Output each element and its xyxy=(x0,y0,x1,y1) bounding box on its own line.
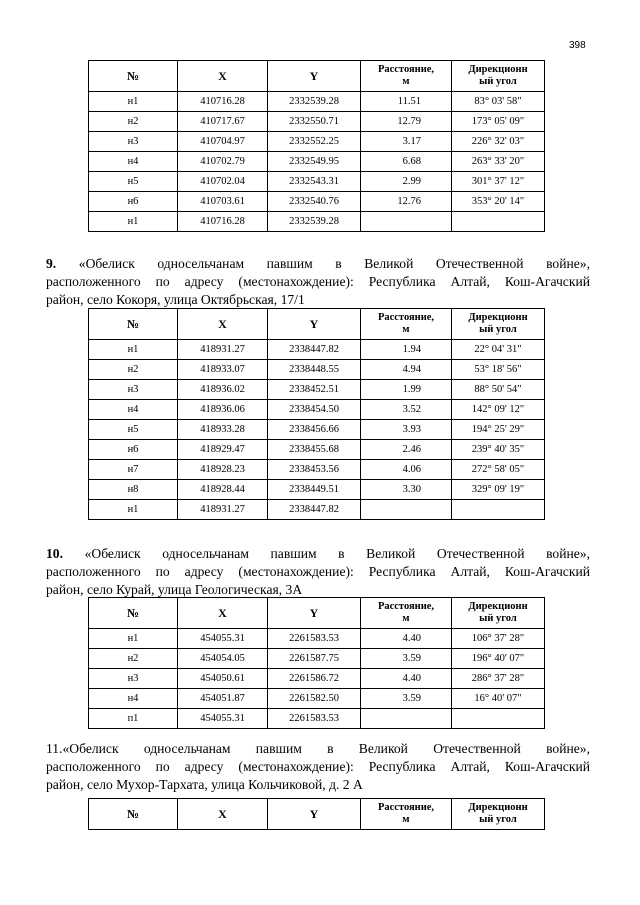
table-row xyxy=(89,192,545,212)
table-row xyxy=(89,649,545,669)
distance: 3.30 xyxy=(361,480,452,500)
table-row xyxy=(89,480,545,500)
coord-x: 418933.28 xyxy=(178,420,268,440)
direction-angle: 353° 20' 14" xyxy=(452,192,545,212)
direction-angle: 142° 09' 12" xyxy=(452,400,545,420)
distance: 2.99 xyxy=(361,172,452,192)
coord-x: 418936.02 xyxy=(178,380,268,400)
point-id: н2 xyxy=(89,112,178,132)
coord-x: 410704.97 xyxy=(178,132,268,152)
coord-x: 454054.05 xyxy=(178,649,268,669)
coord-y: 2332550.71 xyxy=(268,112,361,132)
coord-y: 2261583.53 xyxy=(268,709,361,729)
point-id: н2 xyxy=(89,360,178,380)
paragraph-line: район, село Курай, улица Геологическая, 3А xyxy=(46,582,303,597)
coord-y: 2261583.53 xyxy=(268,629,361,649)
point-id: н3 xyxy=(89,132,178,152)
table-row xyxy=(89,440,545,460)
coord-x: 418928.23 xyxy=(178,460,268,480)
section-number: 9. xyxy=(46,256,57,271)
distance: 11.51 xyxy=(361,92,452,112)
coord-y: 2261586.72 xyxy=(268,669,361,689)
section-11-text xyxy=(46,740,590,794)
coord-x: 410716.28 xyxy=(178,92,268,112)
header-number: № xyxy=(89,61,178,92)
table-row xyxy=(89,380,545,400)
header-distance: Расстояние, м xyxy=(361,598,452,629)
point-id: н8 xyxy=(89,480,178,500)
direction-angle: 173° 05' 09" xyxy=(452,112,545,132)
coord-x: 454055.31 xyxy=(178,629,268,649)
coord-x: 410702.04 xyxy=(178,172,268,192)
section-9-text xyxy=(46,255,590,309)
direction-angle: 239° 40' 35" xyxy=(452,440,545,460)
point-id: п1 xyxy=(89,709,178,729)
coord-x: 418928.44 xyxy=(178,480,268,500)
coordinates-table xyxy=(88,597,545,729)
distance: 3.17 xyxy=(361,132,452,152)
section-10-text xyxy=(46,545,590,599)
header-number: № xyxy=(89,309,178,340)
coord-y: 2338449.51 xyxy=(268,480,361,500)
header-y: Y xyxy=(268,598,361,629)
coord-y: 2332549.95 xyxy=(268,152,361,172)
point-id: н5 xyxy=(89,172,178,192)
header-x: X xyxy=(178,309,268,340)
table-row xyxy=(89,629,545,649)
distance: 3.59 xyxy=(361,649,452,669)
direction-angle: 196° 40' 07" xyxy=(452,649,545,669)
distance: 1.94 xyxy=(361,340,452,360)
point-id: н1 xyxy=(89,340,178,360)
header-x: X xyxy=(178,598,268,629)
table-header-row xyxy=(89,799,545,830)
table-row xyxy=(89,400,545,420)
coord-x: 454055.31 xyxy=(178,709,268,729)
header-y: Y xyxy=(268,799,361,830)
table-header-row xyxy=(89,61,545,92)
paragraph-line: 9. «Обелиск односельчанам павшим в Великой Отечественной войне», xyxy=(46,256,590,271)
table-row xyxy=(89,689,545,709)
table-row xyxy=(89,152,545,172)
coord-y: 2261587.75 xyxy=(268,649,361,669)
direction-angle: 22° 04' 31" xyxy=(452,340,545,360)
direction-angle xyxy=(452,500,545,520)
section-number: 10. xyxy=(46,546,63,561)
coord-x: 454051.87 xyxy=(178,689,268,709)
distance: 4.06 xyxy=(361,460,452,480)
coordinates-table xyxy=(88,60,545,232)
coord-y: 2338453.56 xyxy=(268,460,361,480)
point-id: н1 xyxy=(89,500,178,520)
coord-y: 2332539.28 xyxy=(268,212,361,232)
point-id: н3 xyxy=(89,380,178,400)
header-x: X xyxy=(178,61,268,92)
table-row xyxy=(89,112,545,132)
direction-angle: 88° 50' 54" xyxy=(452,380,545,400)
point-id: н4 xyxy=(89,400,178,420)
paragraph-line: 11.«Обелиск односельчанам павшим в Великой Отечественной войне», xyxy=(46,741,590,756)
point-id: н4 xyxy=(89,689,178,709)
coordinates-table xyxy=(88,308,545,520)
table-row xyxy=(89,500,545,520)
point-id: н1 xyxy=(89,212,178,232)
coord-x: 410716.28 xyxy=(178,212,268,232)
table-row xyxy=(89,420,545,440)
point-id: н1 xyxy=(89,629,178,649)
direction-angle: 263° 33' 20" xyxy=(452,152,545,172)
distance: 4.94 xyxy=(361,360,452,380)
coord-y: 2338448.55 xyxy=(268,360,361,380)
distance: 12.79 xyxy=(361,112,452,132)
direction-angle: 286° 37' 28" xyxy=(452,669,545,689)
paragraph-line: район, село Мухор-Тархата, улица Кольчиковой, д. 2 А xyxy=(46,777,363,792)
header-distance: Расстояние, м xyxy=(361,309,452,340)
header-angle: Дирекционн ый угол xyxy=(452,61,545,92)
coord-y: 2332552.25 xyxy=(268,132,361,152)
coord-y: 2332539.28 xyxy=(268,92,361,112)
coord-x: 410717.67 xyxy=(178,112,268,132)
distance: 4.40 xyxy=(361,629,452,649)
header-number: № xyxy=(89,598,178,629)
point-id: н6 xyxy=(89,192,178,212)
paragraph-line: 10. «Обелиск односельчанам павшим в Великой Отечественной войне», xyxy=(46,546,590,561)
distance: 1.99 xyxy=(361,380,452,400)
table-row xyxy=(89,212,545,232)
coord-x: 454050.61 xyxy=(178,669,268,689)
paragraph-line: расположенного по адресу (местонахождение): Республика Алтай, Кош-Агачский xyxy=(46,274,590,289)
point-id: н4 xyxy=(89,152,178,172)
point-id: н3 xyxy=(89,669,178,689)
table-row xyxy=(89,709,545,729)
page-number: 398 xyxy=(569,40,586,51)
distance: 2.46 xyxy=(361,440,452,460)
table-row xyxy=(89,92,545,112)
direction-angle: 226° 32' 03" xyxy=(452,132,545,152)
coord-x: 418931.27 xyxy=(178,500,268,520)
coord-y: 2332543.31 xyxy=(268,172,361,192)
header-angle: Дирекционн ый угол xyxy=(452,799,545,830)
coord-y: 2338447.82 xyxy=(268,500,361,520)
distance: 3.93 xyxy=(361,420,452,440)
table-header-row xyxy=(89,309,545,340)
header-distance: Расстояние, м xyxy=(361,799,452,830)
coord-y: 2338454.50 xyxy=(268,400,361,420)
header-angle: Дирекционн ый угол xyxy=(452,309,545,340)
direction-angle xyxy=(452,212,545,232)
coord-y: 2338447.82 xyxy=(268,340,361,360)
distance: 6.68 xyxy=(361,152,452,172)
header-y: Y xyxy=(268,309,361,340)
distance: 3.59 xyxy=(361,689,452,709)
table-header-row xyxy=(89,598,545,629)
coord-x: 410702.79 xyxy=(178,152,268,172)
distance: 3.52 xyxy=(361,400,452,420)
coord-x: 418931.27 xyxy=(178,340,268,360)
coord-x: 418929.47 xyxy=(178,440,268,460)
table-row xyxy=(89,669,545,689)
paragraph-line: расположенного по адресу (местонахождение): Республика Алтай, Кош-Агачский xyxy=(46,564,590,579)
header-x: X xyxy=(178,799,268,830)
distance xyxy=(361,709,452,729)
coord-y: 2332540.76 xyxy=(268,192,361,212)
header-distance: Расстояние, м xyxy=(361,61,452,92)
table-row xyxy=(89,340,545,360)
direction-angle: 83° 03' 58" xyxy=(452,92,545,112)
coord-x: 418933.07 xyxy=(178,360,268,380)
distance: 4.40 xyxy=(361,669,452,689)
point-id: н5 xyxy=(89,420,178,440)
direction-angle: 329° 09' 19" xyxy=(452,480,545,500)
distance xyxy=(361,212,452,232)
coord-y: 2338452.51 xyxy=(268,380,361,400)
coordinates-table xyxy=(88,798,545,830)
direction-angle: 16° 40' 07" xyxy=(452,689,545,709)
coord-x: 410703.61 xyxy=(178,192,268,212)
table-row xyxy=(89,460,545,480)
direction-angle: 272° 58' 05" xyxy=(452,460,545,480)
distance: 12.76 xyxy=(361,192,452,212)
point-id: н7 xyxy=(89,460,178,480)
paragraph-line: район, село Кокоря, улица Октябрьская, 17/1 xyxy=(46,292,305,307)
direction-angle: 301° 37' 12" xyxy=(452,172,545,192)
point-id: н2 xyxy=(89,649,178,669)
header-angle: Дирекционн ый угол xyxy=(452,598,545,629)
point-id: н6 xyxy=(89,440,178,460)
table-row xyxy=(89,172,545,192)
direction-angle: 53° 18' 56" xyxy=(452,360,545,380)
distance xyxy=(361,500,452,520)
coord-y: 2338455.68 xyxy=(268,440,361,460)
point-id: н1 xyxy=(89,92,178,112)
direction-angle: 106° 37' 28" xyxy=(452,629,545,649)
coord-x: 418936.06 xyxy=(178,400,268,420)
header-y: Y xyxy=(268,61,361,92)
coord-y: 2261582.50 xyxy=(268,689,361,709)
table-row xyxy=(89,360,545,380)
coord-y: 2338456.66 xyxy=(268,420,361,440)
paragraph-line: расположенного по адресу (местонахождение): Республика Алтай, Кош-Агачский xyxy=(46,759,590,774)
table-row xyxy=(89,132,545,152)
header-number: № xyxy=(89,799,178,830)
direction-angle: 194° 25' 29" xyxy=(452,420,545,440)
direction-angle xyxy=(452,709,545,729)
